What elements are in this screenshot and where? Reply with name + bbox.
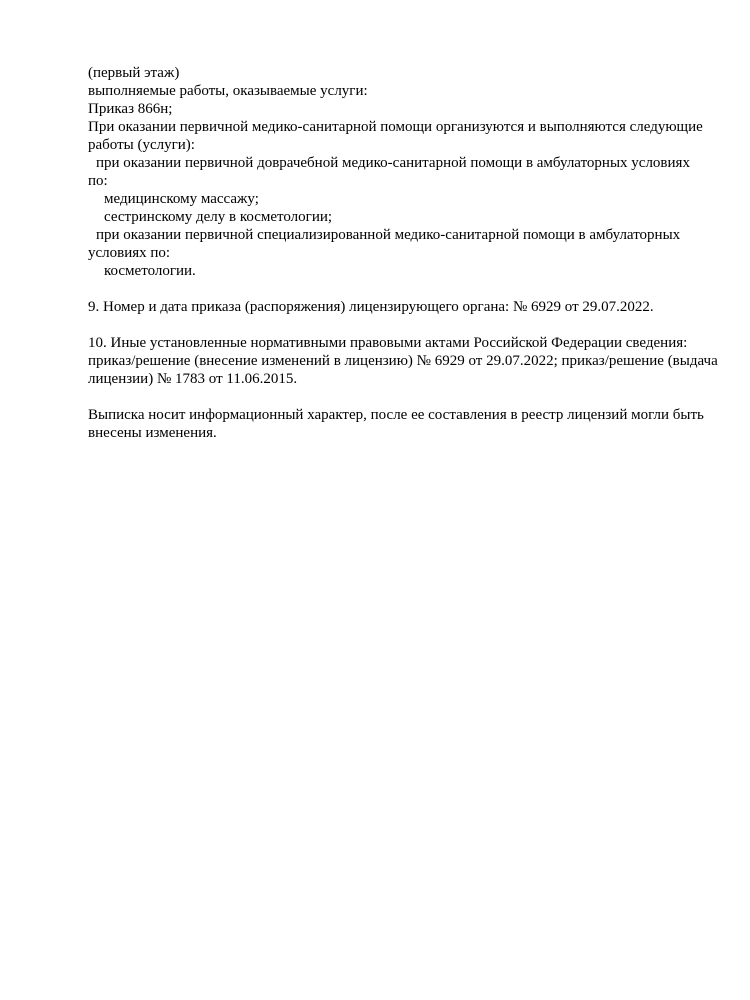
pre-medical-care-item: при оказании первичной доврачебной медико-санитарной помощи в амбулаторных условиях	[96, 155, 690, 171]
licensed-activities-block	[88, 64, 720, 280]
footer-note-line-2: внесены изменения.	[88, 425, 217, 441]
other-info-orders-cont: лицензии) № 1783 от 11.06.2015.	[88, 371, 298, 387]
primary-care-intro: При оказании первичной медико-санитарной помощи организуются и выполняются следующие	[88, 119, 703, 135]
floor-note: (первый этаж)	[88, 65, 180, 81]
section-9	[88, 298, 720, 316]
other-info-heading: 10. Иные установленные нормативными правовыми актами Российской Федерации сведения:	[88, 335, 688, 351]
spacer	[88, 388, 720, 406]
pre-medical-care-item-cont: по:	[88, 173, 108, 189]
other-info-orders: приказ/решение (внесение изменений в лицензию) № 6929 от 29.07.2022; приказ/решение (выдача	[88, 353, 718, 369]
document-content	[88, 64, 720, 442]
footer-note	[88, 406, 720, 442]
service-cosmetology: косметологии.	[104, 263, 196, 279]
service-medical-massage: медицинскому массажу;	[104, 191, 259, 207]
spacer	[88, 316, 720, 334]
footer-note-line-1: Выписка носит информационный характер, после ее составления в реестр лицензий могли быть	[88, 407, 704, 423]
works-services-heading: выполняемые работы, оказываемые услуги:	[88, 83, 368, 99]
section-10	[88, 334, 720, 388]
order-reference: Приказ 866н;	[88, 101, 173, 117]
spacer	[88, 280, 720, 298]
service-nursing-cosmetology: сестринскому делу в косметологии;	[104, 209, 333, 225]
order-number-date: 9. Номер и дата приказа (распоряжения) лицензирующего органа: № 6929 от 29.07.2022.	[88, 299, 654, 315]
primary-care-intro-cont: работы (услуги):	[88, 137, 195, 153]
specialized-care-item-cont: условиях по:	[88, 245, 171, 261]
specialized-care-item: при оказании первичной специализированной медико-санитарной помощи в амбулаторных	[96, 227, 681, 243]
